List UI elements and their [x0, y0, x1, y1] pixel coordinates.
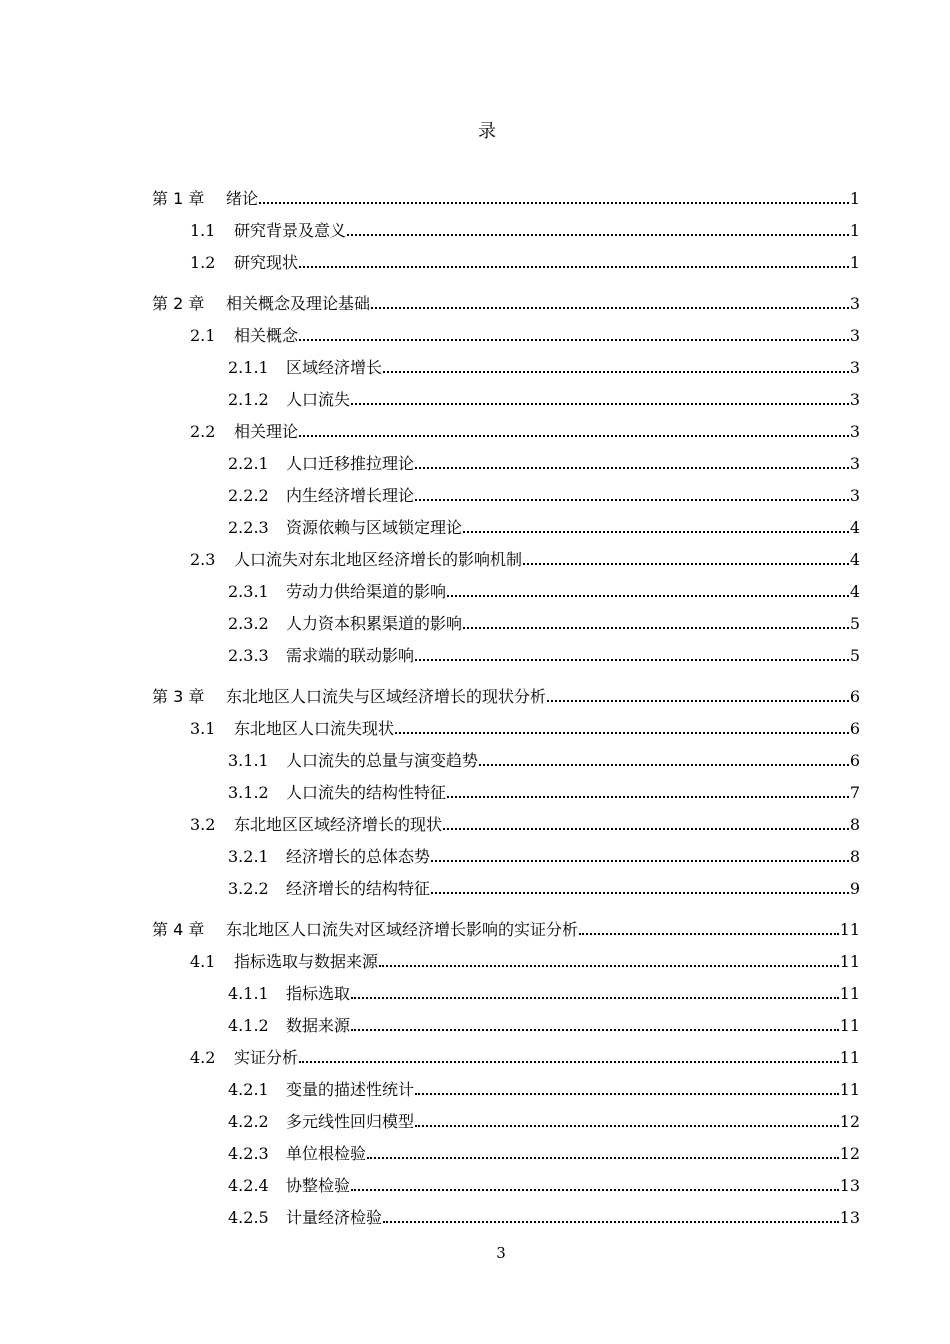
toc-entry-title: 劳动力供给渠道的影响	[286, 582, 447, 601]
toc-entry-title: 内生经济增长理论	[286, 486, 415, 505]
toc-entry-page: 8	[849, 847, 860, 866]
toc-dot-leader	[431, 892, 849, 894]
toc-entry-page: 1	[849, 253, 860, 272]
toc-dot-leader	[415, 659, 849, 661]
toc-section-entry[interactable]	[228, 1138, 860, 1164]
toc-entry-page: 12	[839, 1144, 860, 1163]
toc-entry-page: 5	[849, 646, 860, 665]
toc-entry-page: 11	[839, 1080, 860, 1099]
toc-entry-title: 指标选取	[286, 984, 351, 1003]
toc-dot-leader	[395, 732, 849, 734]
toc-entry-page: 11	[839, 920, 860, 939]
toc-section-entry[interactable]	[228, 745, 860, 771]
toc-dot-leader	[463, 627, 849, 629]
toc-entry-number: 3.2.1	[228, 847, 269, 866]
toc-dot-leader	[579, 933, 839, 935]
toc-dot-leader	[351, 1029, 839, 1031]
toc-entry-number: 4.1.1	[228, 984, 269, 1003]
toc-section-entry[interactable]	[190, 544, 860, 570]
toc-chapter-entry[interactable]	[152, 183, 860, 209]
toc-entry-title: 经济增长的总体态势	[286, 847, 431, 866]
toc-section-entry[interactable]	[228, 1106, 860, 1132]
toc-entry-page: 6	[849, 751, 860, 770]
toc-dot-leader	[299, 1061, 839, 1063]
toc-section-entry[interactable]	[228, 873, 860, 899]
toc-entry-page: 7	[849, 783, 860, 802]
toc-entry-page: 13	[839, 1208, 860, 1227]
toc-dot-leader	[447, 595, 849, 597]
toc-entry-number: 4.2.5	[228, 1208, 269, 1227]
toc-entry-title: 区域经济增长	[286, 358, 383, 377]
toc-dot-leader	[415, 1093, 839, 1095]
toc-entry-number: 2.3.2	[228, 614, 269, 633]
toc-dot-leader	[443, 828, 849, 830]
toc-entry-title: 人口流失的总量与演变趋势	[286, 751, 479, 770]
toc-dot-leader	[523, 563, 849, 565]
toc-section-entry[interactable]	[228, 576, 860, 602]
toc-entry-number: 4.2.3	[228, 1144, 269, 1163]
toc-entry-number: 第 4 章	[152, 920, 205, 939]
toc-section-entry[interactable]	[228, 384, 860, 410]
toc-dot-leader	[299, 435, 849, 437]
toc-entry-number: 2.3.3	[228, 646, 269, 665]
toc-entry-number: 2.1.2	[228, 390, 269, 409]
toc-section-entry[interactable]	[228, 512, 860, 538]
toc-section-entry[interactable]	[190, 416, 860, 442]
toc-entry-title: 东北地区区域经济增长的现状	[234, 815, 443, 834]
toc-dot-leader	[547, 700, 849, 702]
toc-entry-title: 变量的描述性统计	[286, 1080, 415, 1099]
toc-dot-leader	[463, 531, 849, 533]
toc-section-entry[interactable]	[190, 320, 860, 346]
toc-section-entry[interactable]	[228, 1074, 860, 1100]
toc-entry-number: 第 1 章	[152, 189, 205, 208]
toc-entry-title: 人口流失	[286, 390, 351, 409]
toc-entry-title: 经济增长的结构特征	[286, 879, 431, 898]
toc-entry-number: 4.1.2	[228, 1016, 269, 1035]
toc-entry-number: 第 2 章	[152, 294, 205, 313]
toc-entry-number: 2.1	[190, 326, 216, 345]
toc-dot-leader	[367, 1157, 839, 1159]
toc-entry-number: 2.2.3	[228, 518, 269, 537]
toc-dot-leader	[259, 202, 849, 204]
toc-entry-page: 11	[839, 984, 860, 1003]
toc-entry-title: 相关概念及理论基础	[226, 294, 371, 313]
toc-entry-page: 6	[849, 719, 860, 738]
page-title: 录	[478, 121, 496, 142]
toc-entry-page: 13	[839, 1176, 860, 1195]
toc-dot-leader	[415, 467, 849, 469]
toc-entry-page: 6	[849, 687, 860, 706]
toc-entry-title: 绪论	[226, 189, 259, 208]
toc-entry-title: 研究背景及意义	[234, 221, 347, 240]
toc-section-entry[interactable]	[190, 215, 860, 241]
toc-entry-number: 2.2.1	[228, 454, 269, 473]
toc-entry-number: 2.2.2	[228, 486, 269, 505]
toc-dot-leader	[371, 307, 849, 309]
toc-entry-page: 9	[849, 879, 860, 898]
toc-entry-number: 3.2	[190, 815, 216, 834]
toc-dot-leader	[351, 1189, 839, 1191]
toc-entry-title: 人口迁移推拉理论	[286, 454, 415, 473]
toc-section-entry[interactable]	[228, 841, 860, 867]
toc-entry-number: 第 3 章	[152, 687, 205, 706]
toc-entry-page: 3	[849, 294, 860, 313]
toc-entry-page: 12	[839, 1112, 860, 1131]
toc-entry-title: 数据来源	[286, 1016, 351, 1035]
toc-entry-title: 东北地区人口流失现状	[234, 719, 395, 738]
toc-entry-number: 1.1	[190, 221, 216, 240]
toc-entry-page: 8	[849, 815, 860, 834]
toc-dot-leader	[479, 764, 849, 766]
toc-entry-number: 3.1.1	[228, 751, 269, 770]
toc-entry-title: 资源依赖与区域锁定理论	[286, 518, 463, 537]
toc-section-entry[interactable]	[190, 247, 860, 273]
toc-chapter-entry[interactable]	[152, 914, 860, 940]
toc-dot-leader	[299, 339, 849, 341]
toc-entry-page: 4	[849, 518, 860, 537]
toc-entry-title: 协整检验	[286, 1176, 351, 1195]
toc-entry-number: 2.3	[190, 550, 216, 569]
toc-section-entry[interactable]	[228, 608, 860, 634]
toc-entry-page: 1	[849, 189, 860, 208]
toc-entry-number: 1.2	[190, 253, 216, 272]
toc-entry-page: 3	[849, 486, 860, 505]
toc-chapter-entry[interactable]	[152, 681, 860, 707]
toc-entry-title: 单位根检验	[286, 1144, 367, 1163]
toc-dot-leader	[383, 371, 849, 373]
toc-entry-page: 3	[849, 390, 860, 409]
toc-entry-title: 东北地区人口流失对区域经济增长影响的实证分析	[226, 920, 579, 939]
toc-entry-page: 3	[849, 422, 860, 441]
toc-section-entry[interactable]	[228, 640, 860, 666]
toc-dot-leader	[415, 499, 849, 501]
toc-entry-page: 4	[849, 550, 860, 569]
toc-entry-number: 2.3.1	[228, 582, 269, 601]
toc-section-entry[interactable]	[190, 809, 860, 835]
toc-entry-title: 人口流失的结构性特征	[286, 783, 447, 802]
toc-entry-page: 11	[839, 952, 860, 971]
toc-dot-leader	[351, 997, 839, 999]
toc-entry-number: 2.2	[190, 422, 216, 441]
toc-entry-number: 4.2	[190, 1048, 216, 1067]
toc-entry-number: 2.1.1	[228, 358, 269, 377]
toc-dot-leader	[415, 1125, 839, 1127]
toc-section-entry[interactable]	[228, 480, 860, 506]
toc-entry-page: 5	[849, 614, 860, 633]
toc-section-entry[interactable]	[228, 1202, 860, 1228]
toc-entry-title: 人力资本积累渠道的影响	[286, 614, 463, 633]
toc-entry-number: 3.1	[190, 719, 216, 738]
toc-dot-leader	[351, 403, 849, 405]
toc-entry-title: 东北地区人口流失与区域经济增长的现状分析	[226, 687, 547, 706]
toc-dot-leader	[347, 234, 849, 236]
toc-entry-page: 3	[849, 454, 860, 473]
toc-chapter-entry[interactable]	[152, 288, 860, 314]
toc-entry-title: 相关理论	[234, 422, 299, 441]
toc-entry-page: 3	[849, 326, 860, 345]
page-number: 3	[496, 1244, 506, 1262]
toc-entry-page: 3	[849, 358, 860, 377]
toc-section-entry[interactable]	[228, 1170, 860, 1196]
toc-entry-number: 3.2.2	[228, 879, 269, 898]
toc-entry-page: 11	[839, 1016, 860, 1035]
toc-section-entry[interactable]	[190, 946, 860, 972]
toc-section-entry[interactable]	[228, 777, 860, 803]
toc-dot-leader	[447, 796, 849, 798]
toc-section-entry[interactable]	[190, 713, 860, 739]
toc-entry-title: 计量经济检验	[286, 1208, 383, 1227]
toc-entry-page: 11	[839, 1048, 860, 1067]
toc-entry-title: 实证分析	[234, 1048, 299, 1067]
toc-dot-leader	[383, 1221, 839, 1223]
toc-entry-number: 4.2.4	[228, 1176, 269, 1195]
toc-entry-page: 1	[849, 221, 860, 240]
toc-dot-leader	[299, 266, 849, 268]
toc-entry-number: 4.2.2	[228, 1112, 269, 1131]
toc-entry-number: 4.1	[190, 952, 216, 971]
toc-entry-title: 人口流失对东北地区经济增长的影响机制	[234, 550, 523, 569]
toc-entry-number: 3.1.2	[228, 783, 269, 802]
toc-entry-title: 需求端的联动影响	[286, 646, 415, 665]
toc-entry-number: 4.2.1	[228, 1080, 269, 1099]
toc-entry-title: 指标选取与数据来源	[234, 952, 379, 971]
toc-entry-page: 4	[849, 582, 860, 601]
toc-entry-title: 研究现状	[234, 253, 299, 272]
toc-section-entry[interactable]	[190, 1042, 860, 1068]
toc-section-entry[interactable]	[228, 978, 860, 1004]
toc-section-entry[interactable]	[228, 1010, 860, 1036]
toc-section-entry[interactable]	[228, 448, 860, 474]
toc-dot-leader	[431, 860, 849, 862]
toc-section-entry[interactable]	[228, 352, 860, 378]
toc-entry-title: 多元线性回归模型	[286, 1112, 415, 1131]
toc-dot-leader	[379, 965, 839, 967]
toc-entry-title: 相关概念	[234, 326, 299, 345]
